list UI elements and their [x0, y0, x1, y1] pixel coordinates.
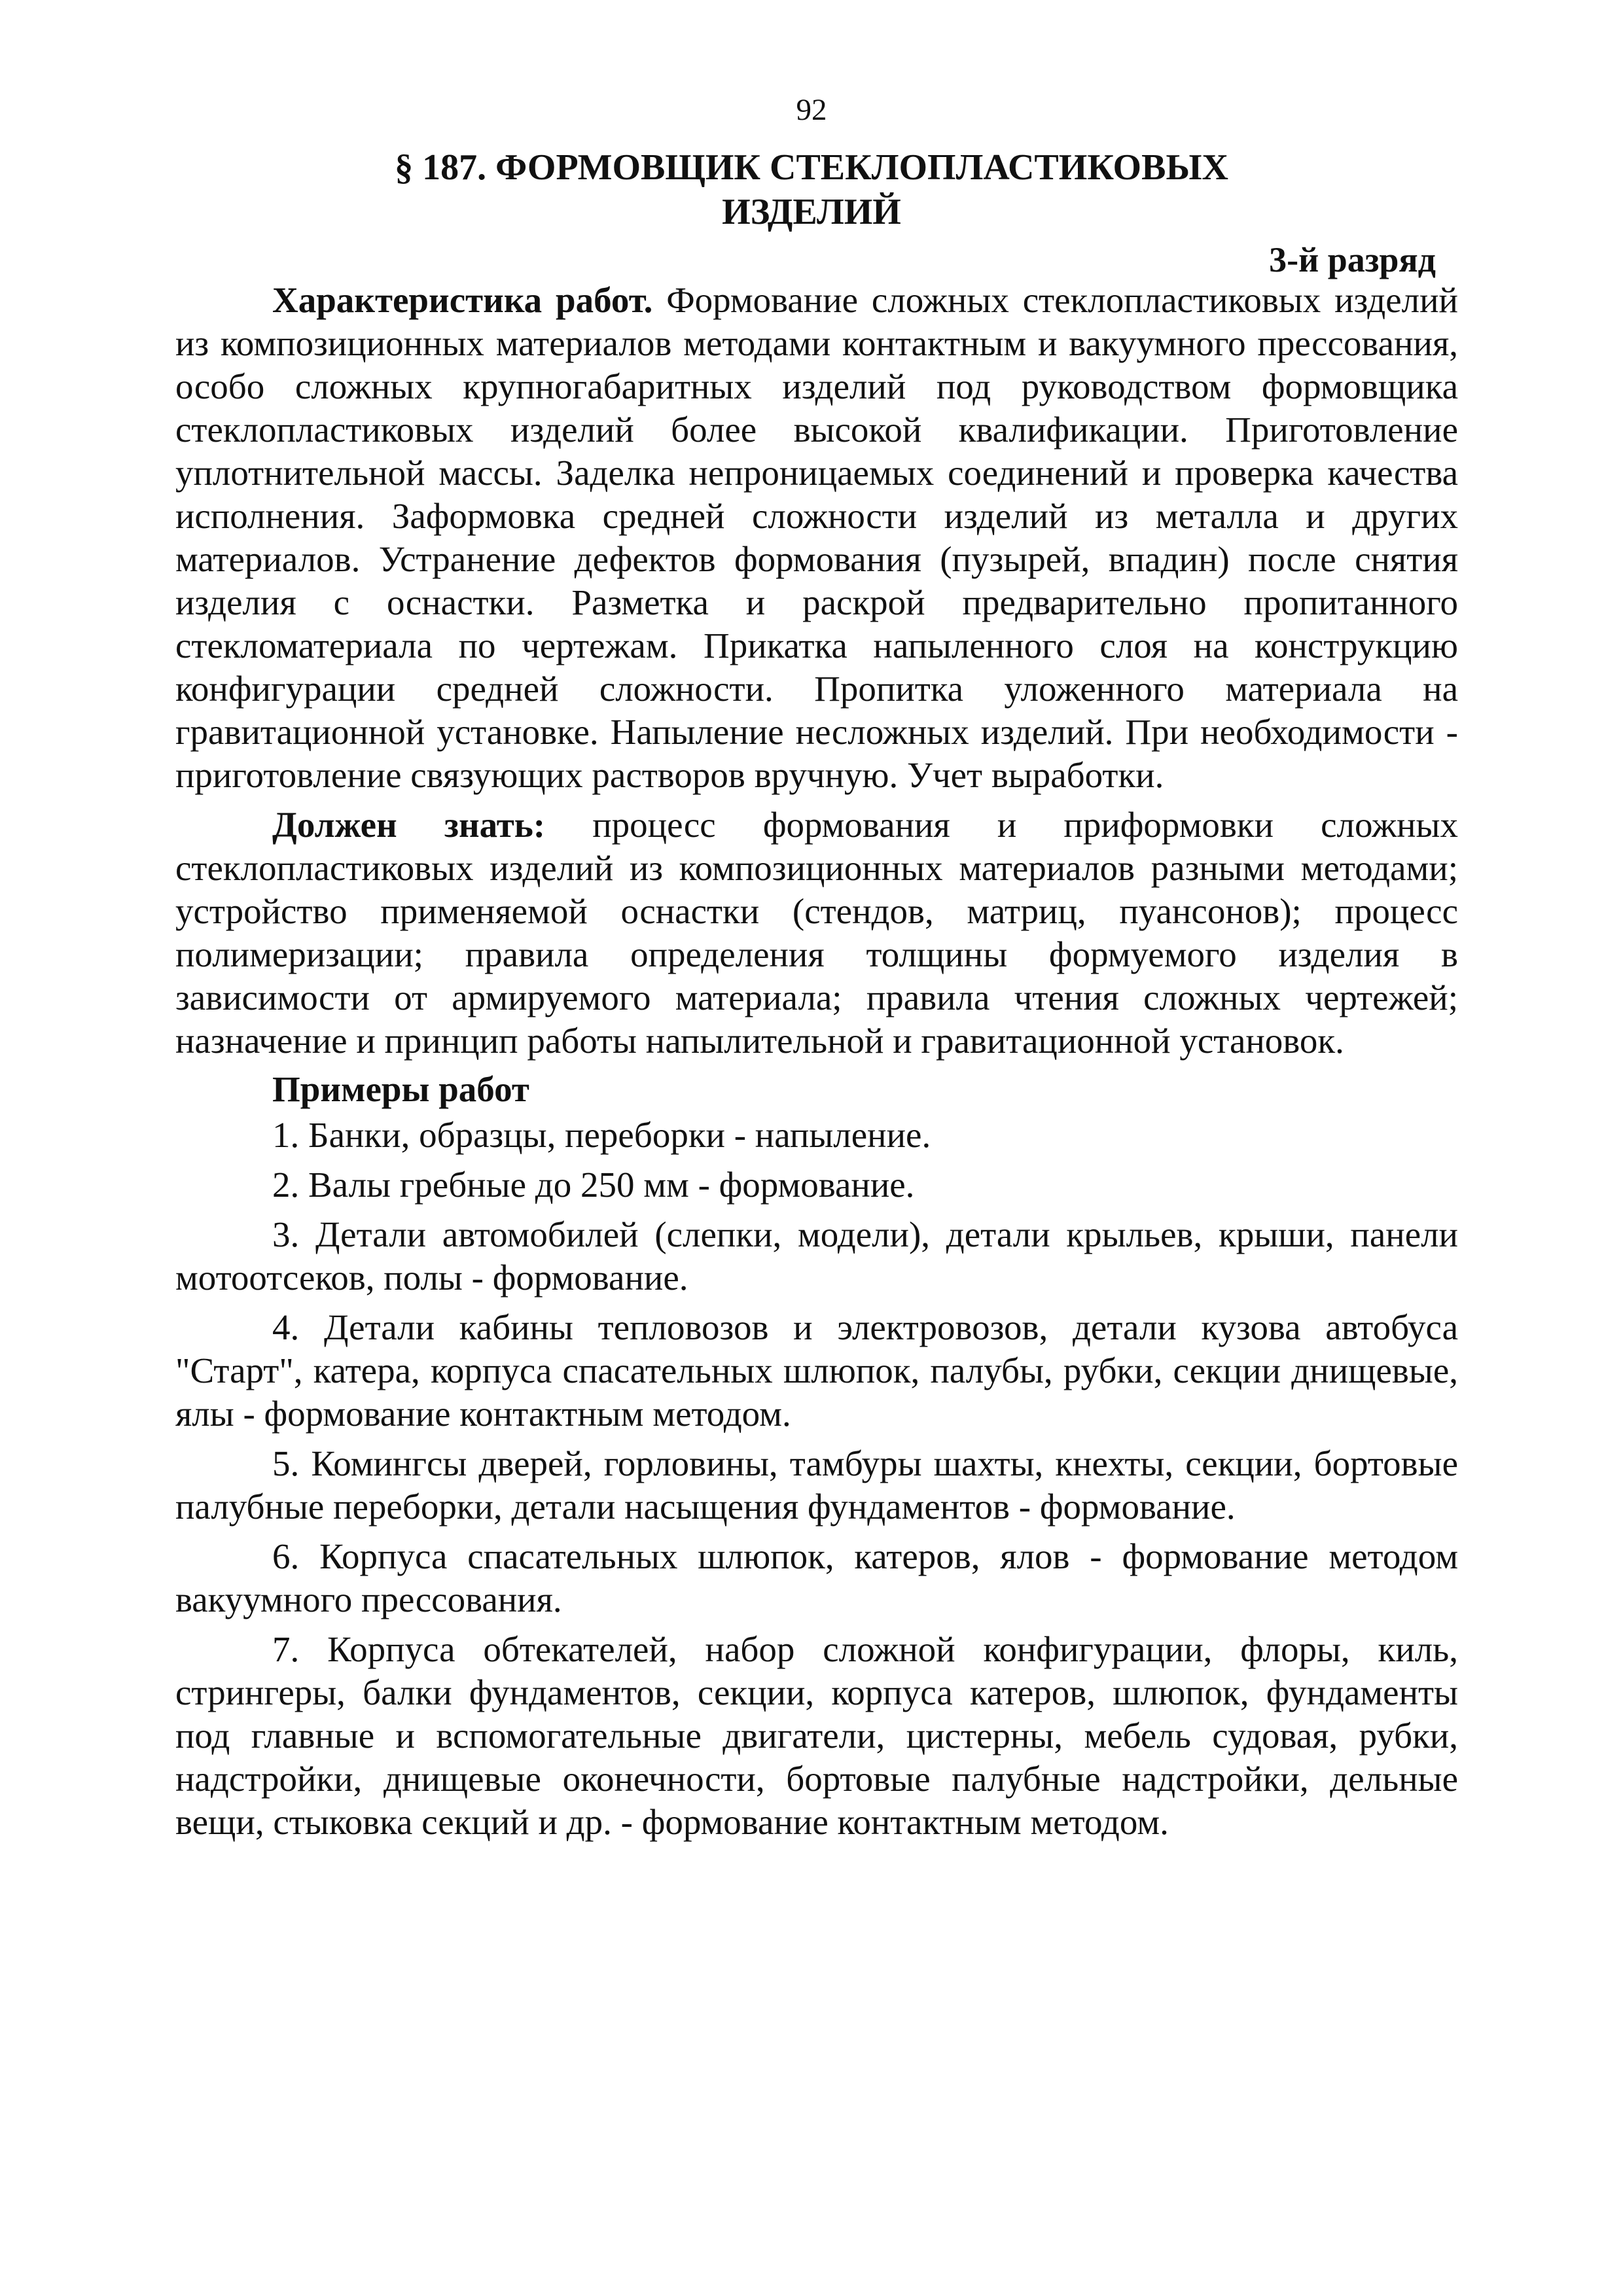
- required-knowledge-text: процесс формования и приформовки сложных стеклопластиковых изделий из композиционных материалов разными методами; устройство применяемой оснастки (стендов, матриц, пуансонов); процесс полимеризации; правила определения толщины формуемого изделия в зависимости от армируемого материала; правила чтения сложных чертежей; назначение и принцип работы напылительной и гравитационной установок.: [175, 805, 1458, 1061]
- required-knowledge-paragraph: [175, 804, 1458, 1063]
- work-characteristics-paragraph: [175, 279, 1458, 797]
- work-example-item: 4. Детали кабины тепловозов и электровозов, детали кузова автобуса "Старт", катера, корпуса спасательных шлюпок, палубы, рубки, секции днищевые, ялы - формование контактным методом.: [175, 1307, 1458, 1434]
- work-example-item: 5. Комингсы дверей, горловины, тамбуры шахты, кнехты, секции, бортовые палубные переборки, детали насыщения фундаментов - формование.: [175, 1443, 1458, 1527]
- page-number: 92: [796, 93, 827, 127]
- work-characteristics-label: Характеристика работ.: [272, 280, 653, 320]
- work-example-item: 1. Банки, образцы, переборки - напыление.: [272, 1115, 931, 1155]
- grade-label: 3-й разряд: [1269, 240, 1436, 279]
- work-example-item: 2. Валы гребные до 250 мм - формование.: [272, 1165, 915, 1205]
- work-examples-heading: Примеры работ: [272, 1069, 529, 1109]
- required-knowledge-label: Должен знать:: [272, 805, 546, 845]
- section-title-line-1: § 187. ФОРМОВЩИК СТЕКЛОПЛАСТИКОВЫХ: [395, 147, 1228, 188]
- work-characteristics-text: Формование сложных стеклопластиковых изделий из композиционных материалов методами контактным и вакуумного прессования, особо сложных крупногабаритных изделий под руководством формовщика стеклопластиковых изделий более высокой квалификации. Приготовление уплотнительной массы. Заделка непроницаемых соединений и проверка качества исполнения. Заформовка средней сложности изделий из металла и других материалов. Устранение дефектов формования (пузырей, впадин) после снятия изделия с оснастки. Разметка и раскрой предварительно пропитанного стекломатериала по чертежам. Прикатка напыленного слоя на конструкцию конфигурации средней сложности. Пропитка уложенного материала на гравитационной установке. Напыление несложных изделий. При необходимости - приготовление связующих растворов вручную. Учет выработки.: [175, 280, 1458, 795]
- work-example-item: 6. Корпуса спасательных шлюпок, катеров, ялов - формование методом вакуумного прессования.: [175, 1536, 1458, 1619]
- work-example-item: 7. Корпуса обтекателей, набор сложной конфигурации, флоры, киль, стрингеры, балки фундаментов, секции, корпуса катеров, шлюпок, фундаменты под главные и вспомогательные двигатели, цистерны, мебель судовая, рубки, надстройки, днищевые оконечности, бортовые палубные надстройки, дельные вещи, стыковка секций и др. - формование контактным методом.: [175, 1629, 1458, 1842]
- section-title: [190, 145, 1433, 234]
- section-title-line-2: ИЗДЕЛИЙ: [722, 192, 901, 232]
- work-example-item: 3. Детали автомобилей (слепки, модели), детали крыльев, крыши, панели мотоотсеков, полы - формование.: [175, 1214, 1458, 1298]
- document-body: [175, 279, 1458, 1844]
